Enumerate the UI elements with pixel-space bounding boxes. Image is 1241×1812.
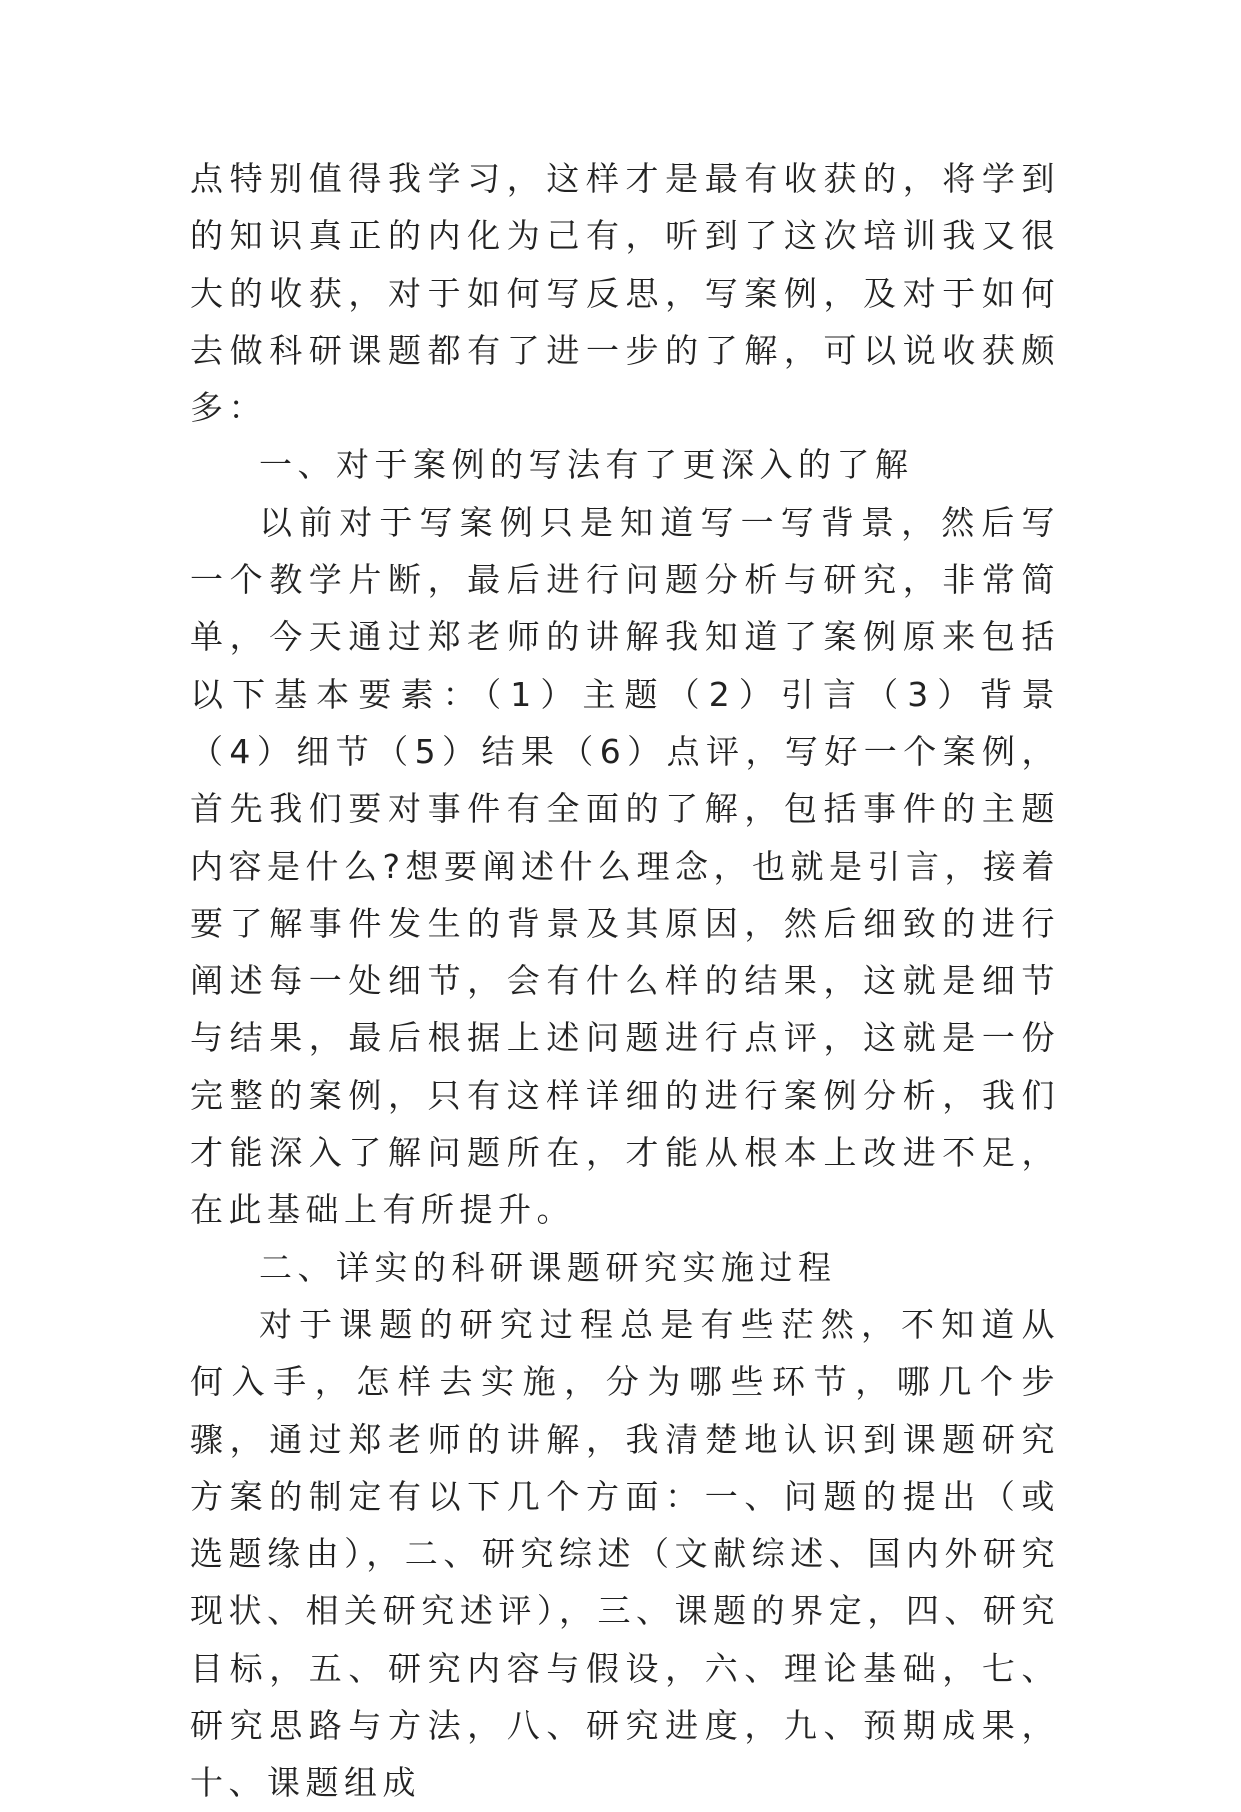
paragraph-research-process: 对于课题的研究过程总是有些茫然，不知道从何入手，怎样去实施，分为哪些环节，哪几个步骤，通过郑老师的讲解，我清楚地认识到课题研究方案的制定有以下几个方面：一、问题的提出（或选题缘由），二、研究综述（文献综述、国内外研究现状、相关研究述评），三、课题的界定，四、研究目标，五、研究内容与假设，六、理论基础，七、研究思路与方法，八、研究进度，九、预期成果，十、课题组成 [190, 1304, 1060, 1803]
paragraph-case-writing: 以前对于写案例只是知道写一写背景，然后写一个教学片断，最后进行问题分析与研究，非常简单，今天通过郑老师的讲解我知道了案例原来包括以下基本要素：（1）主题（2）引言（3）背景（4）细节（5）结果（6）点评，写好一个案例，首先我们要对事件有全面的了解，包括事件的主题内容是什么?想要阐述什么理念，也就是引言，接着要了解事件发生的背景及其原因，然后细致的进行阐述每一处细节，会有什么样的结果，这就是细节与结果，最后根据上述问题进行点评，这就是一份完整的案例，只有这样详细的进行案例分析，我们才能深入了解问题所在，才能从根本上改进不足，在此基础上有所提升。 [190, 502, 1061, 1230]
section-heading-case-writing: 一、对于案例的写法有了更深入的了解 [259, 445, 914, 485]
paragraph-continuation: 点特别值得我学习，这样才是最有收获的，将学到的知识真正的内化为己有，听到了这次培训我又很大的收获，对于如何写反思，写案例，及对于如何去做科研课题都有了进一步的了解，可以说收获颇多： [190, 159, 1060, 428]
section-heading-research-process: 二、详实的科研课题研究实施过程 [259, 1247, 837, 1287]
document-body [190, 150, 1060, 1812]
